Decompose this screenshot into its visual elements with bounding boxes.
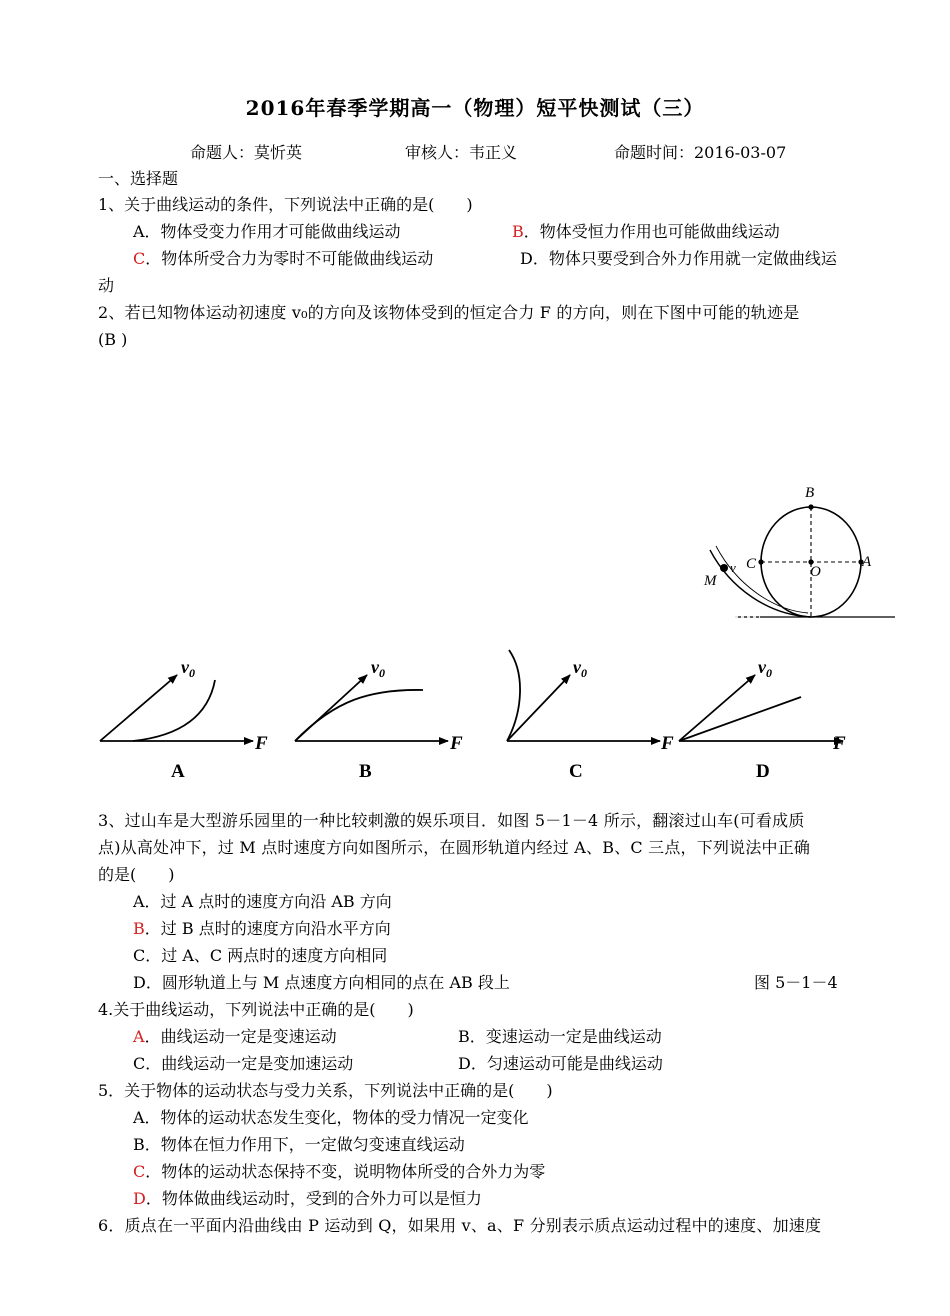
q6-stem: 6．质点在一平面内沿曲线由 P 运动到 Q，如果用 v、a、F 分别表示质点运动过程中的速度、加速度 [98, 1216, 822, 1235]
q3-option-d: D．圆形轨道上与 M 点速度方向相同的点在 AB 段上 [133, 973, 510, 992]
point-b-label: B [805, 485, 815, 501]
q5-stem: 5．关于物体的运动状态与受力关系，下列说法中正确的是( ) [98, 1081, 553, 1100]
q3-answer-b-letter: B [133, 919, 145, 938]
q4-option-d: D．匀速运动可能是曲线运动 [458, 1054, 663, 1073]
figure-caption: 图 5－1－4 [754, 973, 838, 992]
panel-d-f-label: F [833, 733, 846, 754]
velocity-label: v [730, 560, 736, 575]
panel-d-v0-label: $v_0$ [758, 657, 772, 680]
q1-answer-c-letter: C [133, 249, 146, 268]
q5-option-d: D．物体做曲线运动时，受到的合外力可以是恒力 [133, 1189, 482, 1208]
loop-track-figure [700, 480, 900, 625]
q5-answer-c-letter: C [133, 1162, 146, 1181]
q2-answer: (B ) [98, 330, 128, 349]
page-title: 2016年春季学期高一（物理）短平快测试（三） [245, 96, 705, 120]
q5-option-b: B．物体在恒力作用下，一定做匀变速直线运动 [133, 1135, 465, 1154]
q3-stem-line3: 的是( ) [98, 865, 175, 884]
q1-option-a: A．物体受变力作用才可能做曲线运动 [133, 222, 401, 241]
point-c-label: C [746, 556, 757, 572]
panel-c-v0-label: $v_0$ [573, 657, 587, 680]
date-line: 命题时间：2016-03-07 [614, 143, 787, 162]
q3-stem-line1: 3、过山车是大型游乐园里的一种比较刺激的娱乐项目．如图 5－1－4 所示，翻滚过山车(可看成质 [98, 811, 805, 830]
section-heading: 一、选择题 [98, 169, 179, 188]
q4-option-b: B．变速运动一定是曲线运动 [458, 1027, 662, 1046]
q3-option-b: B．过 B 点时的速度方向沿水平方向 [133, 919, 391, 938]
point-a-label: A [862, 554, 872, 570]
trajectory-figure [95, 645, 870, 790]
point-o-label: O [810, 564, 821, 580]
q3-option-a: A．过 A 点时的速度方向沿 AB 方向 [133, 892, 392, 911]
q5-answer-d-letter: D [133, 1189, 146, 1208]
panel-b-v0-label: $v_0$ [371, 657, 385, 680]
q3-stem-line2: 点)从高处冲下，过 M 点时速度方向如图所示，在圆形轨道内经过 A、B、C 三点，下列说法中正确 [98, 838, 811, 857]
panel-c-f-label: F [661, 733, 674, 754]
q4-stem: 4.关于曲线运动，下列说法中正确的是( ) [98, 1000, 414, 1019]
panel-d [679, 657, 846, 782]
panel-a-f-label: F [255, 733, 268, 754]
q4-answer-a-letter: A [133, 1027, 145, 1046]
q4-option-c: C．曲线运动一定是变加速运动 [133, 1054, 354, 1073]
q3-option-c: C．过 A、C 两点时的速度方向相同 [133, 946, 388, 965]
q5-option-a: A．物体的运动状态发生变化，物体的受力情况一定变化 [133, 1108, 529, 1127]
panel-a-letter: A [171, 761, 185, 782]
q1-answer-b-letter: B [512, 222, 524, 241]
q4-option-a: A．曲线运动一定是变速运动 [133, 1027, 337, 1046]
q1-option-d: D．物体只要受到合外力作用就一定做曲线运 [520, 249, 837, 268]
author-line: 命题人：莫忻英 [190, 143, 303, 162]
panel-b-f-label: F [450, 733, 463, 754]
panel-a [100, 657, 268, 782]
panel-b [295, 657, 463, 782]
panel-c [507, 650, 674, 782]
q1-option-d-wrap: 动 [98, 276, 115, 295]
q1-option-b: B．物体受恒力作用也可能做曲线运动 [512, 222, 780, 241]
point-m-label: M [704, 573, 717, 589]
q5-option-c: C．物体的运动状态保持不变，说明物体所受的合外力为零 [133, 1162, 546, 1181]
panel-a-v0-label: $v_0$ [181, 657, 195, 680]
panel-d-letter: D [756, 761, 770, 782]
q2-stem: 2、若已知物体运动初速度 v₀的方向及该物体受到的恒定合力 F 的方向，则在下图中可能的轨迹是 [98, 303, 800, 322]
q1-stem: 1、关于曲线运动的条件，下列说法中正确的是( ) [98, 195, 473, 214]
panel-b-letter: B [359, 761, 372, 782]
reviewer-line: 审核人：韦正义 [405, 143, 518, 162]
q1-option-c: C．物体所受合力为零时不可能做曲线运动 [133, 249, 434, 268]
panel-c-letter: C [569, 761, 583, 782]
